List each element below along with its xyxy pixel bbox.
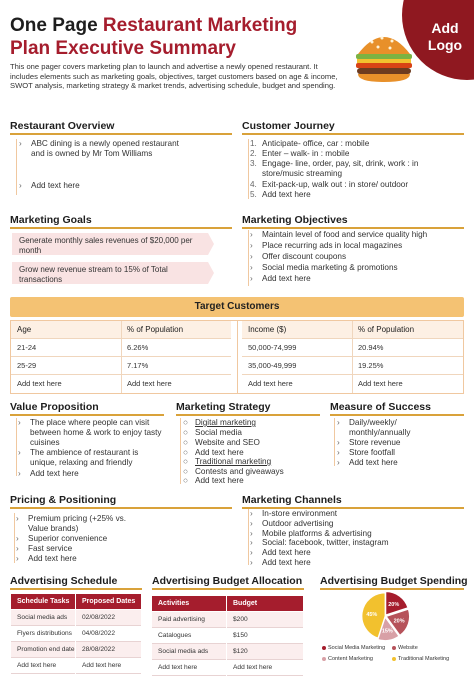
- marketing-goal-arrow: [208, 233, 214, 255]
- marketing-objective-item: › Social media marketing & promotions: [250, 263, 398, 272]
- legend-dot-traditional: [392, 657, 396, 661]
- value-proposition-bar: [16, 418, 17, 476]
- table-cell: 21-24: [11, 339, 121, 357]
- advertising-budget-title: Advertising Budget Allocation: [152, 575, 303, 587]
- table-cell: $120: [227, 644, 303, 660]
- marketing-channel-item: › In-store environment: [250, 509, 338, 518]
- marketing-strategy-title: Marketing Strategy: [176, 401, 271, 413]
- customer-journey-underline: [242, 133, 464, 135]
- table-cell: Add text here: [227, 660, 303, 676]
- measure-of-success-item: › Add text here: [337, 458, 398, 467]
- pie-label-2: 15%: [381, 628, 393, 635]
- table-cell: 04/08/2022: [76, 626, 141, 642]
- restaurant-overview-title: Restaurant Overview: [10, 120, 115, 132]
- pricing-positioning-item: › Add text here: [16, 554, 77, 563]
- measure-of-success-item: › Store footfall: [337, 448, 395, 457]
- customer-journey-item: 2. Enter – walk- in : mobile: [250, 149, 350, 158]
- marketing-strategy-item: ○ Traditional marketing: [183, 457, 272, 466]
- advertising-budget-underline: [152, 588, 304, 590]
- legend-item: Social Media Marketing: [322, 645, 385, 651]
- table-cell: Add text here: [152, 660, 226, 676]
- customer-journey-title: Customer Journey: [242, 120, 335, 132]
- marketing-objective-item: › Offer discount coupons: [250, 252, 347, 261]
- title-part-3: Plan Executive Summary: [10, 38, 236, 59]
- marketing-strategy-item: ○ Website and SEO: [183, 438, 260, 447]
- table-cell: 20.94%: [352, 339, 463, 357]
- legend-dot-social-media: [322, 646, 326, 650]
- measure-of-success-item: › Daily/weekly/ monthly/annually: [337, 418, 411, 437]
- marketing-objective-item: › Place recurring ads in local magazines: [250, 241, 403, 250]
- table-cell: 6.26%: [121, 339, 231, 357]
- table-cell: 28/08/2022: [76, 642, 141, 658]
- value-proposition-underline: [10, 414, 164, 416]
- age-population-header: % of Population: [121, 321, 231, 339]
- schedule-tasks-header: Schedule Tasks: [11, 594, 75, 609]
- pricing-positioning-underline: [10, 507, 232, 509]
- pricing-positioning-item: › Superior convenience: [16, 534, 108, 543]
- marketing-channel-item: › Add text here: [250, 558, 311, 567]
- budget-header: Budget: [227, 596, 303, 611]
- income-header: Income ($): [242, 321, 352, 339]
- pie-label-0: 20%: [388, 601, 400, 608]
- pricing-positioning-item: › Fast service: [16, 544, 73, 553]
- marketing-strategy-item: ○ Contests and giveaways: [183, 467, 284, 476]
- marketing-objective-item: › Add text here: [250, 274, 311, 283]
- marketing-goal-box: Generate monthly sales revenues of $20,000 per month: [12, 233, 208, 255]
- table-cell: 7.17%: [121, 357, 231, 375]
- marketing-channels-title: Marketing Channels: [242, 494, 342, 506]
- table-cell: 19.25%: [352, 357, 463, 375]
- table-cell: Add text here: [127, 379, 172, 388]
- legend-item: Traditional Marketing: [392, 656, 449, 662]
- customer-journey-item: 4. Exit-pack-up, walk out : in store/ outdoor: [250, 180, 409, 189]
- income-population-header: % of Population: [352, 321, 463, 339]
- table-cell: Catalogues: [152, 628, 226, 644]
- table-cell: 50,000-74,999: [242, 339, 352, 357]
- customer-journey-bar: [248, 139, 249, 199]
- marketing-strategy-bar: [180, 418, 181, 484]
- table-cell: 02/08/2022: [76, 610, 141, 626]
- table-cell: Add text here: [248, 379, 293, 388]
- pricing-positioning-title: Pricing & Positioning: [10, 494, 117, 506]
- customer-journey-item: 3. Engage- line, order, pay, sit, drink, work : in store/music streaming: [250, 159, 419, 178]
- marketing-channel-item: › Outdoor advertising: [250, 519, 334, 528]
- marketing-objective-item: › Maintain level of food and service quality high: [250, 230, 428, 239]
- measure-of-success-title: Measure of Success: [330, 401, 431, 413]
- marketing-objectives-bar: [248, 230, 249, 286]
- table-cell: 25-29: [11, 357, 121, 375]
- table-cell: $150: [227, 628, 303, 644]
- table-cell: Promotion end date: [11, 642, 75, 658]
- pricing-positioning-bar: [14, 513, 15, 563]
- value-proposition-item: › The place where people can visit between home & work to enjoy tasty cuisines: [18, 418, 162, 447]
- table-cell: Add text here: [11, 658, 75, 674]
- legend-dot-content: [322, 657, 326, 661]
- marketing-objectives-title: Marketing Objectives: [242, 214, 348, 226]
- table-divider: [352, 321, 353, 393]
- table-cell: Add text here: [76, 658, 141, 674]
- target-customers-title: Target Customers: [10, 297, 464, 317]
- marketing-channel-item: › Add text here: [250, 548, 311, 557]
- table-divider: [121, 321, 122, 393]
- logo-line-2: Logo: [427, 37, 463, 53]
- table-divider: [237, 321, 238, 393]
- restaurant-overview-underline: [10, 133, 232, 135]
- table-cell: Flyers distributions: [11, 626, 75, 642]
- table-cell: Social media ads: [152, 644, 226, 660]
- logo-placeholder: [420, 20, 470, 54]
- value-proposition-item: › Add text here: [18, 469, 79, 478]
- marketing-channel-item: › Social: facebook, twitter, instagram: [250, 538, 389, 547]
- marketing-goal-box: Grow new revenue stream to 15% of Total transactions: [12, 262, 208, 284]
- marketing-strategy-item: ○ Add text here: [183, 476, 244, 485]
- proposed-dates-header: Proposed Dates: [76, 594, 141, 609]
- marketing-channels-bar: [248, 509, 249, 565]
- pricing-positioning-item: › Premium pricing (+25% vs. Value brands): [16, 514, 127, 533]
- budget-pie-chart: [350, 590, 420, 642]
- legend-item: Website: [392, 645, 418, 651]
- restaurant-overview-item: › ABC dining is a newly opened restaurant and is owned by Mr Tom Williams: [19, 139, 179, 158]
- burger-icon: [352, 28, 416, 84]
- marketing-goals-title: Marketing Goals: [10, 214, 92, 226]
- title-part-2: Restaurant Marketing: [102, 15, 298, 36]
- table-cell: 35,000-49,999: [242, 357, 352, 375]
- measure-of-success-underline: [330, 414, 464, 416]
- restaurant-overview-item: › Add text here: [19, 181, 80, 190]
- value-proposition-title: Value Proposition: [10, 401, 99, 413]
- logo-line-1: Add: [431, 20, 459, 36]
- marketing-strategy-underline: [176, 414, 320, 416]
- advertising-schedule-title: Advertising Schedule: [10, 575, 118, 587]
- age-header: Age: [11, 321, 121, 339]
- marketing-strategy-item: ○ Digital marketing: [183, 418, 256, 427]
- customer-journey-item: 5. Add text here: [250, 190, 311, 199]
- table-cell: Paid advertising: [152, 612, 226, 628]
- activities-header: Activities: [152, 596, 226, 611]
- pie-label-1: 20%: [393, 618, 405, 625]
- table-cell: $200: [227, 612, 303, 628]
- restaurant-overview-bar: [16, 139, 17, 195]
- measure-of-success-bar: [334, 418, 335, 466]
- marketing-objectives-underline: [242, 227, 464, 229]
- advertising-schedule-underline: [10, 588, 142, 590]
- marketing-goals-underline: [10, 227, 232, 229]
- measure-of-success-item: › Store revenue: [337, 438, 401, 447]
- customer-journey-item: 1. Anticipate- office, car : mobile: [250, 139, 370, 148]
- value-proposition-item: › The ambience of restaurant is unique, relaxing and friendly: [18, 448, 139, 467]
- chart-title: Advertising Budget Spending: [320, 575, 468, 587]
- legend-item: Content Marketing: [322, 656, 373, 662]
- legend-dot-website: [392, 646, 396, 650]
- marketing-strategy-item: ○ Social media: [183, 428, 242, 437]
- title-part-1: One Page: [10, 15, 103, 36]
- intro-text: This one pager covers marketing plan to launch and advertise a newly opened restaurant. It includes elements such as marketing goals, objectives, target customers based on age & income, SWOT analysis, marketing strategy & market trends, advertising schedule, budget and spending.: [10, 62, 338, 90]
- marketing-channel-item: › Mobile platforms & advertising: [250, 529, 372, 538]
- table-cell: Add text here: [17, 379, 62, 388]
- table-cell: Add text here: [358, 379, 403, 388]
- pie-label-3: 45%: [366, 611, 378, 618]
- marketing-strategy-item: ○ Add text here: [183, 448, 244, 457]
- marketing-goal-arrow: [208, 262, 214, 284]
- table-cell: Social media ads: [11, 610, 75, 626]
- page-title: [10, 14, 370, 60]
